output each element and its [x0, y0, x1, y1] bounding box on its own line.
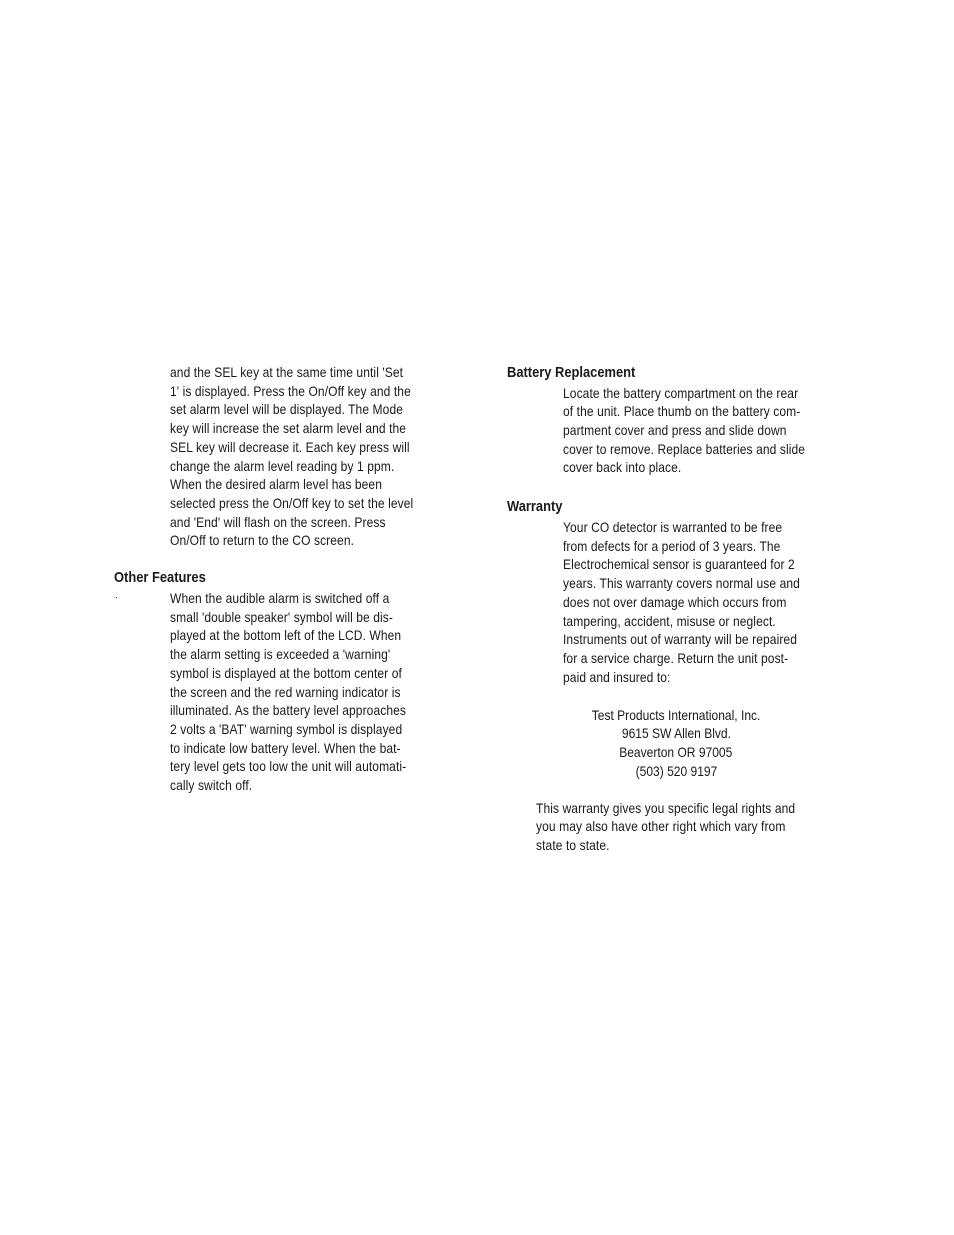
paragraph-line: state to state.: [536, 836, 610, 853]
paragraph-line: cally switch off.: [170, 777, 253, 793]
paragraph-line: This warranty gives you specific legal rights and: [536, 799, 796, 816]
paragraph-line: symbol is displayed at the bottom center of: [170, 664, 402, 681]
paragraph-line: cover back into place.: [563, 459, 682, 476]
paragraph-line: change the alarm level reading by 1 ppm.: [170, 457, 395, 474]
paragraph-line: and the SEL key at the same time until 'Set: [170, 364, 404, 380]
address-street: 9615 SW Allen Blvd.: [621, 725, 731, 742]
address-line: [526, 724, 826, 743]
paragraph-line: played at the bottom left of the LCD. When: [170, 627, 402, 644]
paragraph-line: paid and insured to:: [563, 668, 671, 685]
paragraph-line: SEL key will decrease it. Each key press will: [170, 438, 410, 455]
paragraph-line: the screen and the red warning indicator is: [170, 683, 401, 700]
paragraph-line: 2 volts a 'BAT' warning symbol is displayed: [170, 720, 403, 737]
paragraph-line: from defects for a period of 3 years. The: [563, 537, 781, 554]
paragraph-line: does not over damage which occurs from: [563, 593, 787, 610]
paragraph-line: of the unit. Place thumb on the battery com-: [563, 403, 801, 420]
paragraph-line: Instruments out of warranty will be repaired: [563, 631, 797, 648]
paragraph-line: When the audible alarm is switched off a: [170, 590, 390, 606]
paragraph-line: illuminated. As the battery level approaches: [170, 702, 407, 719]
paragraph-line: On/Off to return to the CO screen.: [170, 532, 355, 549]
paragraph-line: partment cover and press and slide down: [563, 421, 787, 438]
paragraph-line: cover to remove. Replace batteries and slide: [563, 440, 806, 457]
paragraph-line: small 'double speaker' symbol will be dis-: [170, 608, 394, 625]
paragraph-line: 1' is displayed. Press the On/Off key and the: [170, 382, 411, 399]
paragraph-line: to indicate low battery level. When the bat-: [170, 739, 401, 756]
address-company-name: Test Products International, Inc.: [591, 706, 761, 723]
paragraph-line: years. This warranty covers normal use and: [563, 575, 800, 592]
address-city: Beaverton OR 97005: [619, 743, 733, 760]
address-phone: (503) 520 9197: [635, 762, 717, 779]
paragraph-line: tampering, accident, misuse or neglect.: [563, 612, 776, 629]
paragraph-line: selected press the On/Off key to set the level: [170, 494, 414, 511]
address-line: [526, 762, 826, 781]
paragraph-line: set alarm level will be displayed. The Mode: [170, 401, 404, 418]
paragraph-line: tery level gets too low the unit will automati-: [170, 758, 407, 775]
paragraph-line: Your CO detector is warranted to be free: [563, 519, 783, 535]
paragraph-line: Electrochemical sensor is guaranteed for 2: [563, 556, 795, 573]
list-marker: .: [115, 590, 118, 601]
paragraph-line: Locate the battery compartment on the rear: [563, 384, 799, 401]
battery-replacement-heading: Battery Replacement: [507, 364, 636, 381]
paragraph-line: you may also have other right which vary from: [536, 818, 786, 835]
paragraph-line: the alarm setting is exceeded a 'warning': [170, 646, 391, 663]
paragraph-line: and 'End' will flash on the screen. Press: [170, 513, 386, 530]
address-line: [526, 743, 826, 762]
paragraph-line: key will increase the set alarm level and the: [170, 420, 407, 437]
paragraph-line: When the desired alarm level has been: [170, 476, 383, 493]
paragraph-line: for a service charge. Return the unit post-: [563, 649, 789, 666]
warranty-heading: Warranty: [507, 498, 563, 515]
address-line: [526, 706, 826, 725]
other-features-heading: Other Features: [114, 569, 206, 586]
